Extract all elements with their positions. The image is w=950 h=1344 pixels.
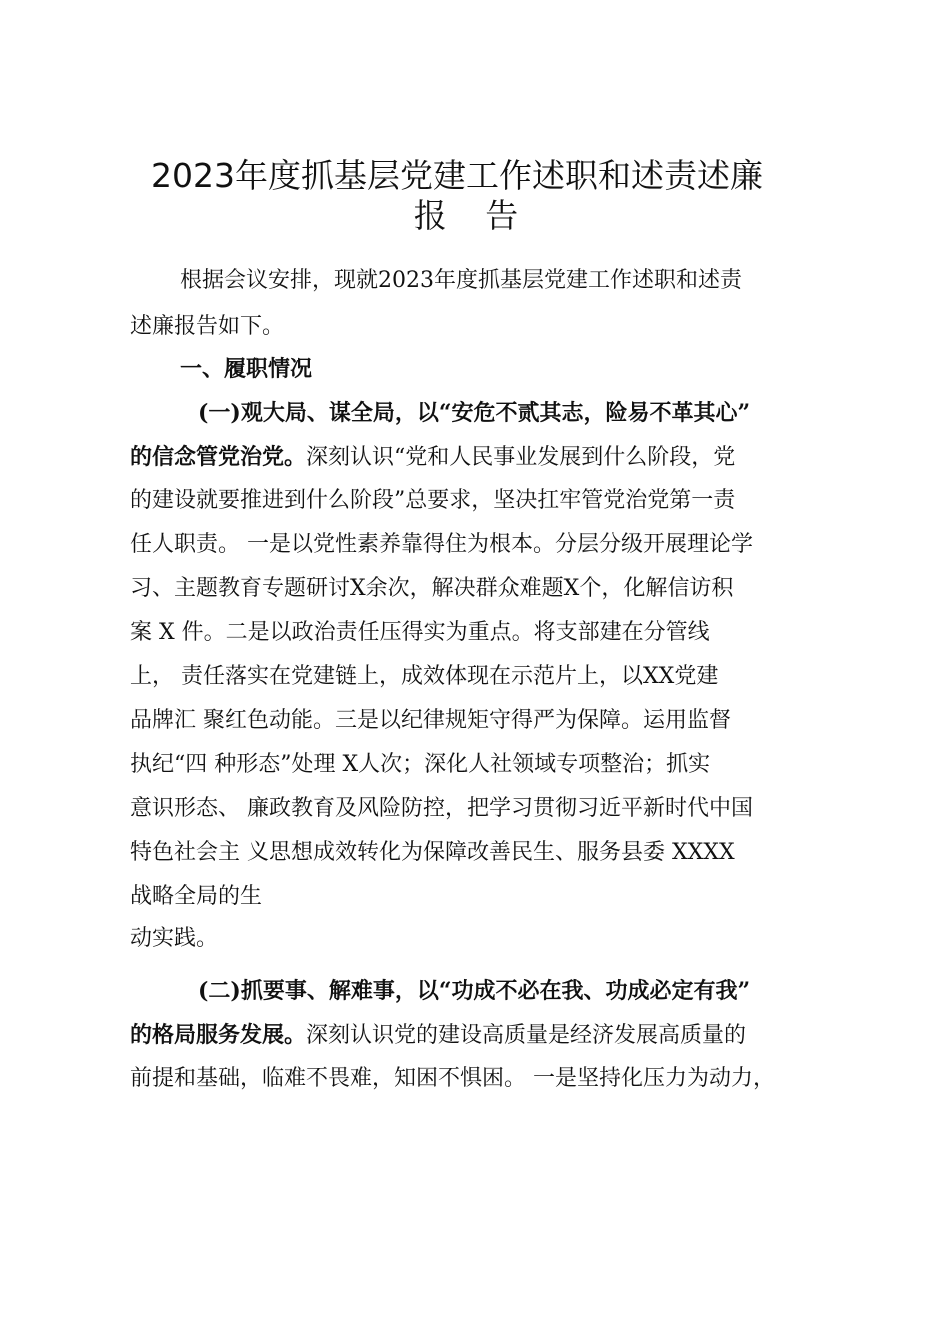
body-text: 动实践。 xyxy=(130,926,219,951)
body-text: 任人职责。 一是以党性素养靠得住为根本。分层分级开展理论学 xyxy=(130,532,753,557)
body-line xyxy=(130,662,845,692)
body-line xyxy=(130,312,845,342)
body-line xyxy=(130,750,845,780)
body-line xyxy=(130,1064,845,1094)
body-text: 述廉报告如下。 xyxy=(130,314,285,339)
body-text: 意识形态、 廉政教育及风险防控，把学习贯彻习近平新时代中国 xyxy=(130,796,753,821)
body-text: 深刻认识“党和人民事业发展到什么阶段，党 xyxy=(306,445,736,470)
body-line xyxy=(130,354,845,385)
body-line xyxy=(130,706,845,736)
body-line xyxy=(130,574,845,604)
body-text: 前提和基础，临难不畏难，知困不惧困。 一是坚持化压力为动力， xyxy=(130,1066,775,1091)
body-text: 深刻认识党的建设高质量是经济发展高质量的 xyxy=(306,1023,747,1048)
body-line xyxy=(130,618,845,648)
bold-heading-text: 的格局服务发展。 xyxy=(130,1022,307,1048)
body-line xyxy=(130,794,845,824)
body-line xyxy=(130,1020,845,1051)
body-line xyxy=(130,486,845,516)
body-line xyxy=(130,838,845,868)
body-text: 的建设就要推进到什么阶段”总要求，坚决扛牢管党治党第一责 xyxy=(130,488,736,513)
body-line xyxy=(130,442,845,473)
body-line xyxy=(130,976,845,1007)
body-text: 战略全局的生 xyxy=(130,884,263,909)
body-text: 特色社会主 义思想成效转化为保障改善民生、服务县委 XXXX xyxy=(130,840,735,865)
body-text: 习、主题教育专题研讨X余次，解决群众难题X个，化解信访积 xyxy=(130,576,734,601)
body-line xyxy=(130,530,845,560)
bold-heading-text: (二)抓要事、解难事，以“功成不必在我、功成必定有我” xyxy=(198,978,751,1004)
body-line xyxy=(130,398,845,429)
body-text: 根据会议安排，现就2023年度抓基层党建工作述职和述责 xyxy=(180,268,742,293)
body-line xyxy=(130,266,845,296)
body-text: 上， 责任落实在党建链上，成效体现在示范片上，以XX党建 xyxy=(130,664,719,689)
body-text: 执纪“四 种形态”处理 X人次；深化人社领域专项整治；抓实 xyxy=(130,752,711,777)
body-line xyxy=(130,924,845,954)
body-text: 案 X 件。二是以政治责任压得实为重点。将支部建在分管线 xyxy=(130,620,710,645)
bold-heading-text: (一)观大局、谋全局，以“安危不贰其志，险易不革其心” xyxy=(198,400,751,426)
body-text: 品牌汇 聚红色动能。三是以纪律规矩守得严为保障。运用监督 xyxy=(130,708,731,733)
document-title-continued: 报 告 xyxy=(413,196,533,235)
document-title: 2023年度抓基层党建工作述职和述责述廉 xyxy=(151,156,763,195)
body-line xyxy=(130,882,845,912)
bold-heading-text: 一、履职情况 xyxy=(180,356,313,382)
bold-heading-text: 的信念管党治党。 xyxy=(130,444,307,470)
